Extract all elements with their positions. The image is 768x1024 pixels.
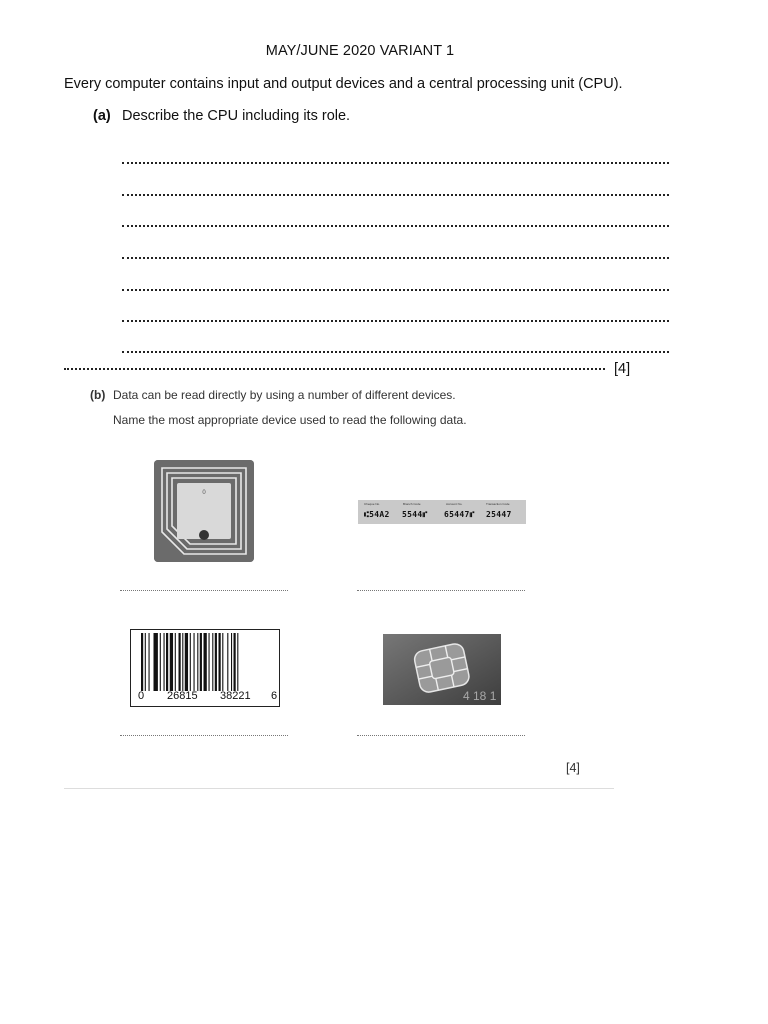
barcode-bar (141, 633, 143, 691)
part-a-label: (a) (93, 108, 111, 124)
barcode-bar (170, 633, 173, 691)
part-a-question: Describe the CPU including its role. (122, 108, 351, 124)
barcode-digits: 38221 (220, 690, 251, 702)
question-intro: Every computer contains input and output devices and a central processing unit (CPU). (64, 76, 623, 92)
answer-line[interactable] (122, 320, 669, 322)
part-b-instruction: Name the most appropriate device used to read the following data. (113, 413, 467, 427)
answer-line[interactable] (122, 194, 669, 196)
micr-value: 65447⑈ (444, 510, 475, 519)
answer-line-micr[interactable] (357, 590, 525, 591)
answer-line[interactable] (122, 289, 669, 291)
barcode-digits: 26815 (167, 690, 198, 702)
barcode-bar (215, 633, 217, 691)
barcode-bar (222, 633, 223, 691)
answer-line[interactable] (122, 225, 669, 227)
chip-icon (383, 634, 501, 705)
micr-value: 25447 (486, 510, 512, 519)
micr-value: 5544⑈ (402, 510, 428, 519)
barcode-bar (145, 633, 146, 691)
part-b-marks: [4] (566, 761, 580, 775)
barcode-digit: 0 (138, 690, 145, 702)
page-bottom-rule (64, 788, 614, 789)
micr-header: Account No. (446, 502, 463, 506)
barcode-bar (154, 633, 158, 691)
barcode-bar (209, 633, 210, 691)
part-a-marks: [4] (614, 361, 631, 377)
answer-line[interactable] (64, 368, 605, 370)
rfid-tag-image (154, 460, 254, 562)
barcode-bar (194, 633, 195, 691)
barcode-bar (212, 633, 213, 691)
part-b-question: Data can be read directly by using a number of different devices. (113, 388, 456, 402)
barcode-bar (234, 633, 236, 691)
barcode-bar (182, 633, 183, 691)
micr-strip-image (358, 500, 526, 524)
answer-line-rfid[interactable] (120, 590, 288, 591)
barcode-bar (204, 633, 207, 691)
micr-header: Cheque No. (364, 502, 381, 506)
barcode-bar (179, 633, 181, 691)
micr-value: ⑆54A2 (364, 510, 390, 519)
micr-header: Branch Code (403, 502, 421, 506)
barcode-bar (197, 633, 198, 691)
part-b-label: (b) (90, 388, 106, 402)
barcode-bar (231, 633, 232, 691)
barcode-bar (185, 633, 188, 691)
chip-card-embossed: 4 18 1 (463, 689, 497, 703)
barcode-bars-icon (131, 633, 279, 693)
answer-line-barcode[interactable] (120, 735, 288, 736)
barcode-bar (237, 633, 238, 691)
rfid-antenna-icon (154, 460, 254, 562)
answer-line[interactable] (122, 257, 669, 259)
barcode-bar (200, 633, 202, 691)
answer-line[interactable] (122, 162, 669, 164)
barcode-bar (190, 633, 191, 691)
barcode-bar (166, 633, 168, 691)
chip-card-image (383, 634, 501, 705)
barcode-image (130, 629, 280, 707)
barcode-bar (160, 633, 161, 691)
exam-session-header: MAY/JUNE 2020 VARIANT 1 (265, 43, 455, 59)
barcode-bar (164, 633, 165, 691)
barcode-bar (227, 633, 228, 691)
svg-text:0: 0 (202, 490, 206, 496)
barcode-digit: 6 (271, 690, 278, 702)
answer-line[interactable] (122, 351, 669, 353)
answer-line-chip[interactable] (357, 735, 525, 736)
barcode-bar (149, 633, 150, 691)
barcode-bar (175, 633, 176, 691)
barcode-bar (219, 633, 221, 691)
micr-header: Transaction Code (486, 502, 510, 506)
